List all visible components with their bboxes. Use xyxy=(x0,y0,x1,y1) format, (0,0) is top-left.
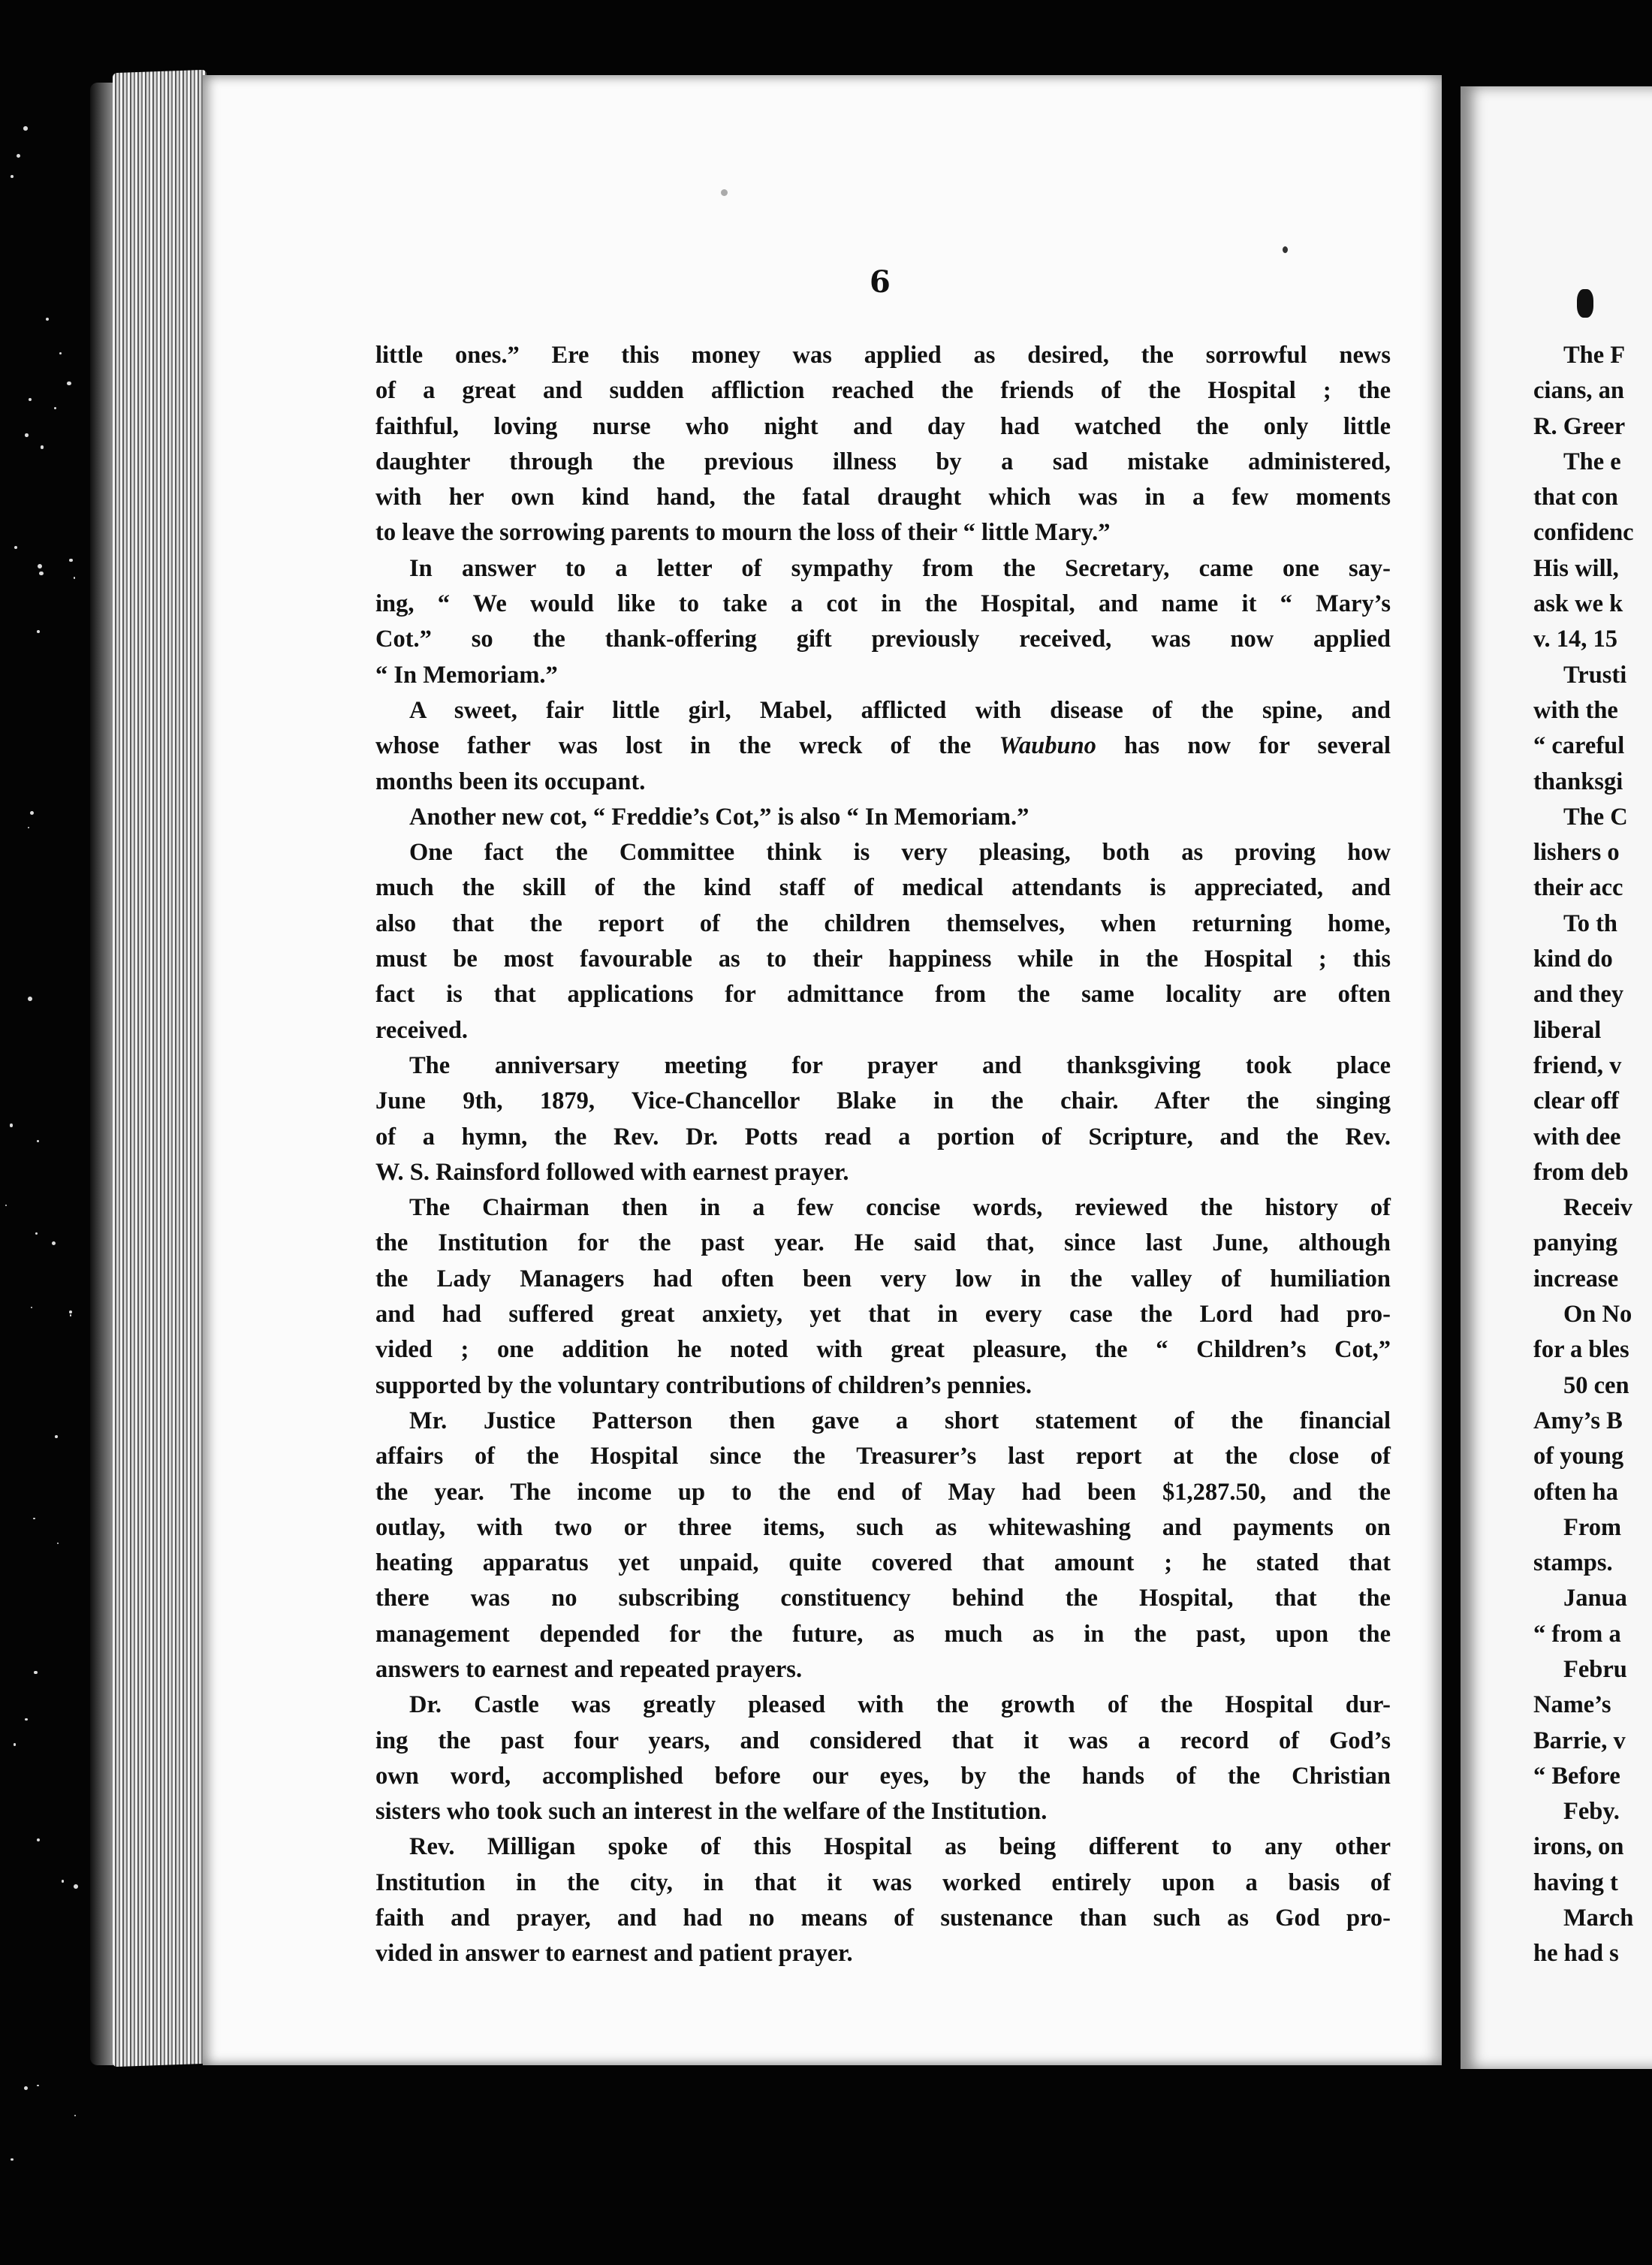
text-line: much the skill of the kind staff of medical attendants is appreciated, and xyxy=(375,874,1391,902)
page-blemish xyxy=(1283,246,1288,253)
speck xyxy=(31,1307,32,1308)
text-line: whose father was lost in the wreck of the Waubuno has now for several xyxy=(375,732,1391,760)
speck xyxy=(10,1123,14,1127)
speck xyxy=(29,398,32,401)
speck xyxy=(35,1232,38,1235)
text-line: The e xyxy=(1563,448,1621,475)
text-line: Janua xyxy=(1563,1585,1627,1612)
text-line: with her own kind hand, the fatal draught which was in a few moments xyxy=(375,484,1391,511)
text-line: and they xyxy=(1533,981,1624,1009)
text-line: received. xyxy=(375,1016,469,1044)
ship-name: Waubuno xyxy=(999,732,1096,760)
text-line: sisters who took such an interest in the welfare of the Institution. xyxy=(375,1798,1048,1826)
text-line: W. S. Rainsford followed with earnest prayer. xyxy=(375,1158,849,1186)
speck xyxy=(17,154,20,158)
text-line: the Institution for the past year. He said that, since last June, although xyxy=(375,1229,1391,1257)
text-line: His will, xyxy=(1533,554,1619,582)
text-line: In answer to a letter of sympathy from the Secretary, came one say- xyxy=(409,554,1391,582)
speck xyxy=(14,546,18,550)
text-line: must be most favourable as to their happiness while in the Hospital ; this xyxy=(375,946,1391,973)
text-line: lishers o xyxy=(1533,839,1620,867)
text-line: ing, “ We would like to take a cot in the Hospital, and name it “ Mary’s xyxy=(375,590,1391,618)
text-line: their acc xyxy=(1533,874,1623,902)
text-line: The F xyxy=(1563,342,1626,369)
text-line: of a hymn, the Rev. Dr. Potts read a portion of Scripture, and the Rev. xyxy=(375,1123,1391,1151)
text-line: management depended for the future, as much as in the past, upon the xyxy=(375,1620,1391,1648)
speck xyxy=(24,2086,28,2090)
text-line: panying xyxy=(1533,1229,1618,1257)
text-line: From xyxy=(1563,1513,1622,1541)
text-line: Rev. Milligan spoke of this Hospital as being different to any other xyxy=(409,1833,1391,1861)
speck xyxy=(37,1838,40,1841)
right-page-text xyxy=(1533,338,1652,1972)
text-line: often ha xyxy=(1533,1478,1618,1506)
text-line: outlay, with two or three items, such as whitewashing and payments on xyxy=(375,1513,1391,1541)
text-line: and had suffered great anxiety, yet that in every case the Lord had pro- xyxy=(375,1301,1391,1329)
text-line: To th xyxy=(1563,909,1617,937)
speck xyxy=(54,407,56,409)
text-line: Mr. Justice Patterson then gave a short statement of the financial xyxy=(409,1407,1391,1434)
stacked-page-edges xyxy=(113,70,206,2067)
text-line: Institution in the city, in that it was worked entirely upon a basis of xyxy=(375,1868,1391,1896)
text-line: “ from a xyxy=(1533,1620,1621,1648)
text-line: little ones.” Ere this money was applied as desired, the sorrowful news xyxy=(375,342,1391,369)
text-line: friend, v xyxy=(1533,1051,1622,1079)
text-line: ask we k xyxy=(1533,590,1623,618)
text-line: irons, on xyxy=(1533,1833,1624,1861)
speck xyxy=(69,1310,72,1313)
speck xyxy=(11,175,14,178)
text-line: increase xyxy=(1533,1265,1619,1292)
speck xyxy=(34,1671,37,1674)
text-line: confidenc xyxy=(1533,519,1634,547)
speck xyxy=(11,2158,14,2161)
speck xyxy=(59,352,62,354)
text-line: kind do xyxy=(1533,946,1613,973)
text-line: Feby. xyxy=(1563,1798,1620,1826)
page-blemish xyxy=(721,189,728,196)
speck xyxy=(74,2115,76,2116)
text-line: Febru xyxy=(1563,1655,1627,1683)
text-line: March xyxy=(1563,1905,1634,1932)
text-line: “ In Memoriam.” xyxy=(375,661,558,689)
text-line: ing the past four years, and considered that it was a record of God’s xyxy=(375,1727,1391,1754)
speck xyxy=(33,1518,35,1520)
text-line: R. Greer xyxy=(1533,412,1626,440)
text-line: the year. The income up to the end of May had been $1,287.50, and the xyxy=(375,1478,1391,1506)
text-line: On No xyxy=(1563,1301,1632,1329)
text-line: with the xyxy=(1533,696,1618,724)
text-line: heating apparatus yet unpaid, quite covered that amount ; he stated that xyxy=(375,1549,1391,1577)
text-line: also that the report of the children themselves, when returning home, xyxy=(375,909,1391,937)
text-line: from deb xyxy=(1533,1158,1629,1186)
speck xyxy=(38,564,42,569)
text-line: to leave the sorrowing parents to mourn the loss of their “ little Mary.” xyxy=(375,519,1111,547)
text-line: own word, accomplished before our eyes, by the hands of the Christian xyxy=(375,1762,1391,1790)
text-line: of a great and sudden affliction reached the friends of the Hospital ; the xyxy=(375,377,1391,405)
speck xyxy=(74,1884,78,1889)
text-line: vided in answer to earnest and patient prayer. xyxy=(375,1940,853,1968)
text-line: faith and prayer, and had no means of sustenance than such as God pro- xyxy=(375,1905,1391,1932)
speck xyxy=(57,1543,59,1545)
speck xyxy=(28,997,32,1001)
page-number: 6 xyxy=(870,264,891,300)
speck xyxy=(30,811,34,815)
speck xyxy=(37,1140,39,1142)
text-line: there was no subscribing constituency behind the Hospital, that the xyxy=(375,1585,1391,1612)
text-line: liberal xyxy=(1533,1016,1602,1044)
text-line: Another new cot, “ Freddie’s Cot,” is also “ In Memoriam.” xyxy=(409,803,1029,831)
ink-mark xyxy=(1577,289,1593,318)
text-line: months been its occupant. xyxy=(375,768,646,795)
text-line: cians, an xyxy=(1533,377,1625,405)
text-line: vided ; one addition he noted with great pleasure, the “ Children’s Cot,” xyxy=(375,1336,1391,1364)
text-line: he had s xyxy=(1533,1940,1619,1968)
text-line: Cot.” so the thank-offering gift previously received, was now applied xyxy=(375,626,1391,653)
text-line: The Chairman then in a few concise words, reviewed the history of xyxy=(409,1194,1391,1222)
speck xyxy=(39,572,44,576)
text-line: Receiv xyxy=(1563,1194,1633,1222)
text-line: One fact the Committee think is very pleasing, both as proving how xyxy=(409,839,1391,867)
speck xyxy=(69,559,73,562)
text-line: “ careful xyxy=(1533,732,1625,760)
text-line: answers to earnest and repeated prayers. xyxy=(375,1655,803,1683)
text-line: Name’s xyxy=(1533,1691,1611,1719)
text-line: of young xyxy=(1533,1443,1624,1470)
speck xyxy=(62,1880,64,1882)
text-line: daughter through the previous illness by a sad mistake administered, xyxy=(375,448,1391,475)
text-line: that con xyxy=(1533,484,1618,511)
text-line: supported by the voluntary contributions of children’s pennies. xyxy=(375,1371,1032,1399)
speck xyxy=(25,433,29,437)
text-line: v. 14, 15 xyxy=(1533,626,1617,653)
speck xyxy=(52,1241,56,1245)
speck xyxy=(70,1314,71,1316)
speck xyxy=(14,1743,17,1746)
main-body-text xyxy=(375,338,1391,1972)
text-line: the Lady Managers had often been very low in the valley of humiliation xyxy=(375,1265,1391,1292)
text-line: Trusti xyxy=(1563,661,1627,689)
speck xyxy=(23,126,28,131)
text-line: Dr. Castle was greatly pleased with the growth of the Hospital dur- xyxy=(409,1691,1391,1719)
text-line: fact is that applications for admittance from the same locality are often xyxy=(375,981,1391,1009)
text-line: 50 cen xyxy=(1563,1371,1629,1399)
text-line: A sweet, fair little girl, Mabel, afflicted with disease of the spine, and xyxy=(409,696,1391,724)
speck xyxy=(37,2085,38,2086)
text-line: Barrie, v xyxy=(1533,1727,1626,1754)
text-line: The C xyxy=(1563,803,1628,831)
text-line: with dee xyxy=(1533,1123,1621,1151)
text-line: for a bles xyxy=(1533,1336,1629,1364)
speck xyxy=(67,382,71,385)
text-line: The anniversary meeting for prayer and thanksgiving took place xyxy=(409,1051,1391,1079)
text-line: clear off xyxy=(1533,1087,1619,1115)
speck xyxy=(46,318,49,321)
text-line: Amy’s B xyxy=(1533,1407,1623,1434)
speck xyxy=(41,445,44,448)
speck xyxy=(5,1205,7,1206)
text-line: “ Before xyxy=(1533,1762,1620,1790)
text-line: stamps. xyxy=(1533,1549,1613,1577)
text-line: affairs of the Hospital since the Treasurer’s last report at the close of xyxy=(375,1443,1391,1470)
speck xyxy=(25,1718,28,1721)
speck xyxy=(37,630,40,633)
speck xyxy=(74,577,75,578)
text-line: thanksgi xyxy=(1533,768,1623,795)
text-line: faithful, loving nurse who night and day had watched the only little xyxy=(375,412,1391,440)
speck xyxy=(55,1435,58,1438)
speck xyxy=(28,827,29,828)
text-line: June 9th, 1879, Vice-Chancellor Blake in the chair. After the singing xyxy=(375,1087,1391,1115)
text-line: having t xyxy=(1533,1868,1618,1896)
